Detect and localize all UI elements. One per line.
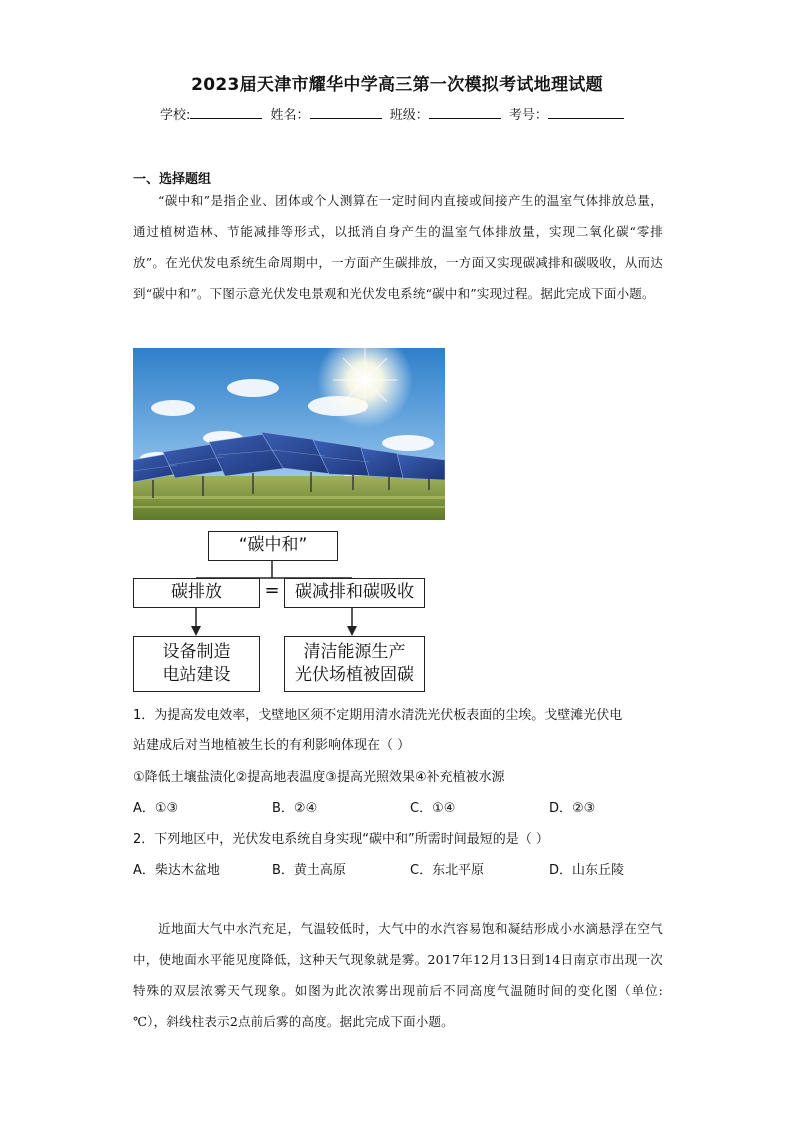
diagram-carbon-neutral-box: “碳中和” — [208, 531, 338, 561]
q1-statements: ①降低土壤盐渍化②提高地表温度③提高光照效果④补充植被水源 — [133, 770, 505, 785]
solar-panel-photo — [133, 348, 445, 520]
diagram-emission-sources-box — [133, 636, 260, 692]
diagram-equipment-manufacturing: 设备制造 — [162, 642, 231, 662]
diagram-reduction-sources-box — [284, 636, 425, 692]
diagram-reduction-absorption-box: 碳减排和碳吸收 — [284, 578, 425, 608]
section-heading: 一、选择题组 — [133, 172, 212, 187]
school-blank[interactable] — [190, 106, 262, 119]
exam-no-blank[interactable] — [548, 106, 624, 119]
q1-stem-line2: 站建成后对当地植被生长的有利影响体现在（ ） — [133, 738, 411, 753]
diagram-vegetation-carbon-fixation: 光伏场植被固碳 — [295, 665, 414, 685]
diagram-carbon-emission-box: 碳排放 — [133, 578, 260, 608]
diagram-equals-sign: = — [264, 580, 280, 601]
q1-option-d[interactable]: D．②③ — [549, 801, 596, 816]
exam-no-label: 考号： — [508, 108, 548, 123]
q1-option-b[interactable]: B．②④ — [272, 801, 318, 816]
name-blank[interactable] — [310, 106, 382, 119]
passage-fog: 近地面大气中水汽充足，气温较低时，大气中的水汽容易饱和凝结形成小水滴悬浮在空气中，使地面水平能见度降低，这种天气现象就是雾。2017年12月13日到14日南京市出现一次特殊的双层浓雾天气现象。如图为此次浓雾出现前后不同高度气温随时间的变化图（单位:℃），斜线柱表示2点前后雾的高度。据此完成下面小题。 — [133, 921, 663, 1029]
class-blank[interactable] — [429, 106, 501, 119]
name-label: 姓名： — [270, 108, 310, 123]
q2-option-b[interactable]: B．黄土高原 — [272, 863, 346, 878]
passage-carbon-neutrality: “碳中和”是指企业、团体或个人测算在一定时间内直接或间接产生的温室气体排放总量，通过植树造林、节能减排等形式，以抵消自身产生的温室气体排放量，实现二氧化碳“零排放”。在光伏发电系统生命周期中，一方面产生碳排放，一方面又实现碳减排和碳吸收，从而达到“碳中和”。下图示意光伏发电景观和光伏发电系统“碳中和”实现过程。据此完成下面小题。 — [133, 193, 663, 301]
diagram-station-construction: 电站建设 — [162, 665, 231, 685]
exam-title: 2023届天津市耀华中学高三第一次模拟考试地理试题 — [191, 75, 603, 95]
student-info-line — [160, 104, 628, 123]
q2-stem: 2．下列地区中，光伏发电系统自身实现“碳中和”所需时间最短的是（ ） — [133, 832, 549, 847]
q2-option-d[interactable]: D．山东丘陵 — [549, 863, 625, 878]
diagram-clean-energy: 清洁能源生产 — [303, 642, 406, 662]
class-label: 班级： — [389, 108, 429, 123]
q2-option-c[interactable]: C．东北平原 — [410, 863, 485, 878]
q1-option-c[interactable]: C．①④ — [410, 801, 456, 816]
q1-option-a[interactable]: A．①③ — [133, 801, 179, 816]
q2-option-a[interactable]: A．柴达木盆地 — [133, 863, 220, 878]
school-label: 学校: — [160, 108, 191, 123]
q1-stem-line1: 1．为提高发电效率，戈壁地区须不定期用清水清洗光伏板表面的尘埃。戈壁滩光伏电 — [133, 708, 623, 723]
